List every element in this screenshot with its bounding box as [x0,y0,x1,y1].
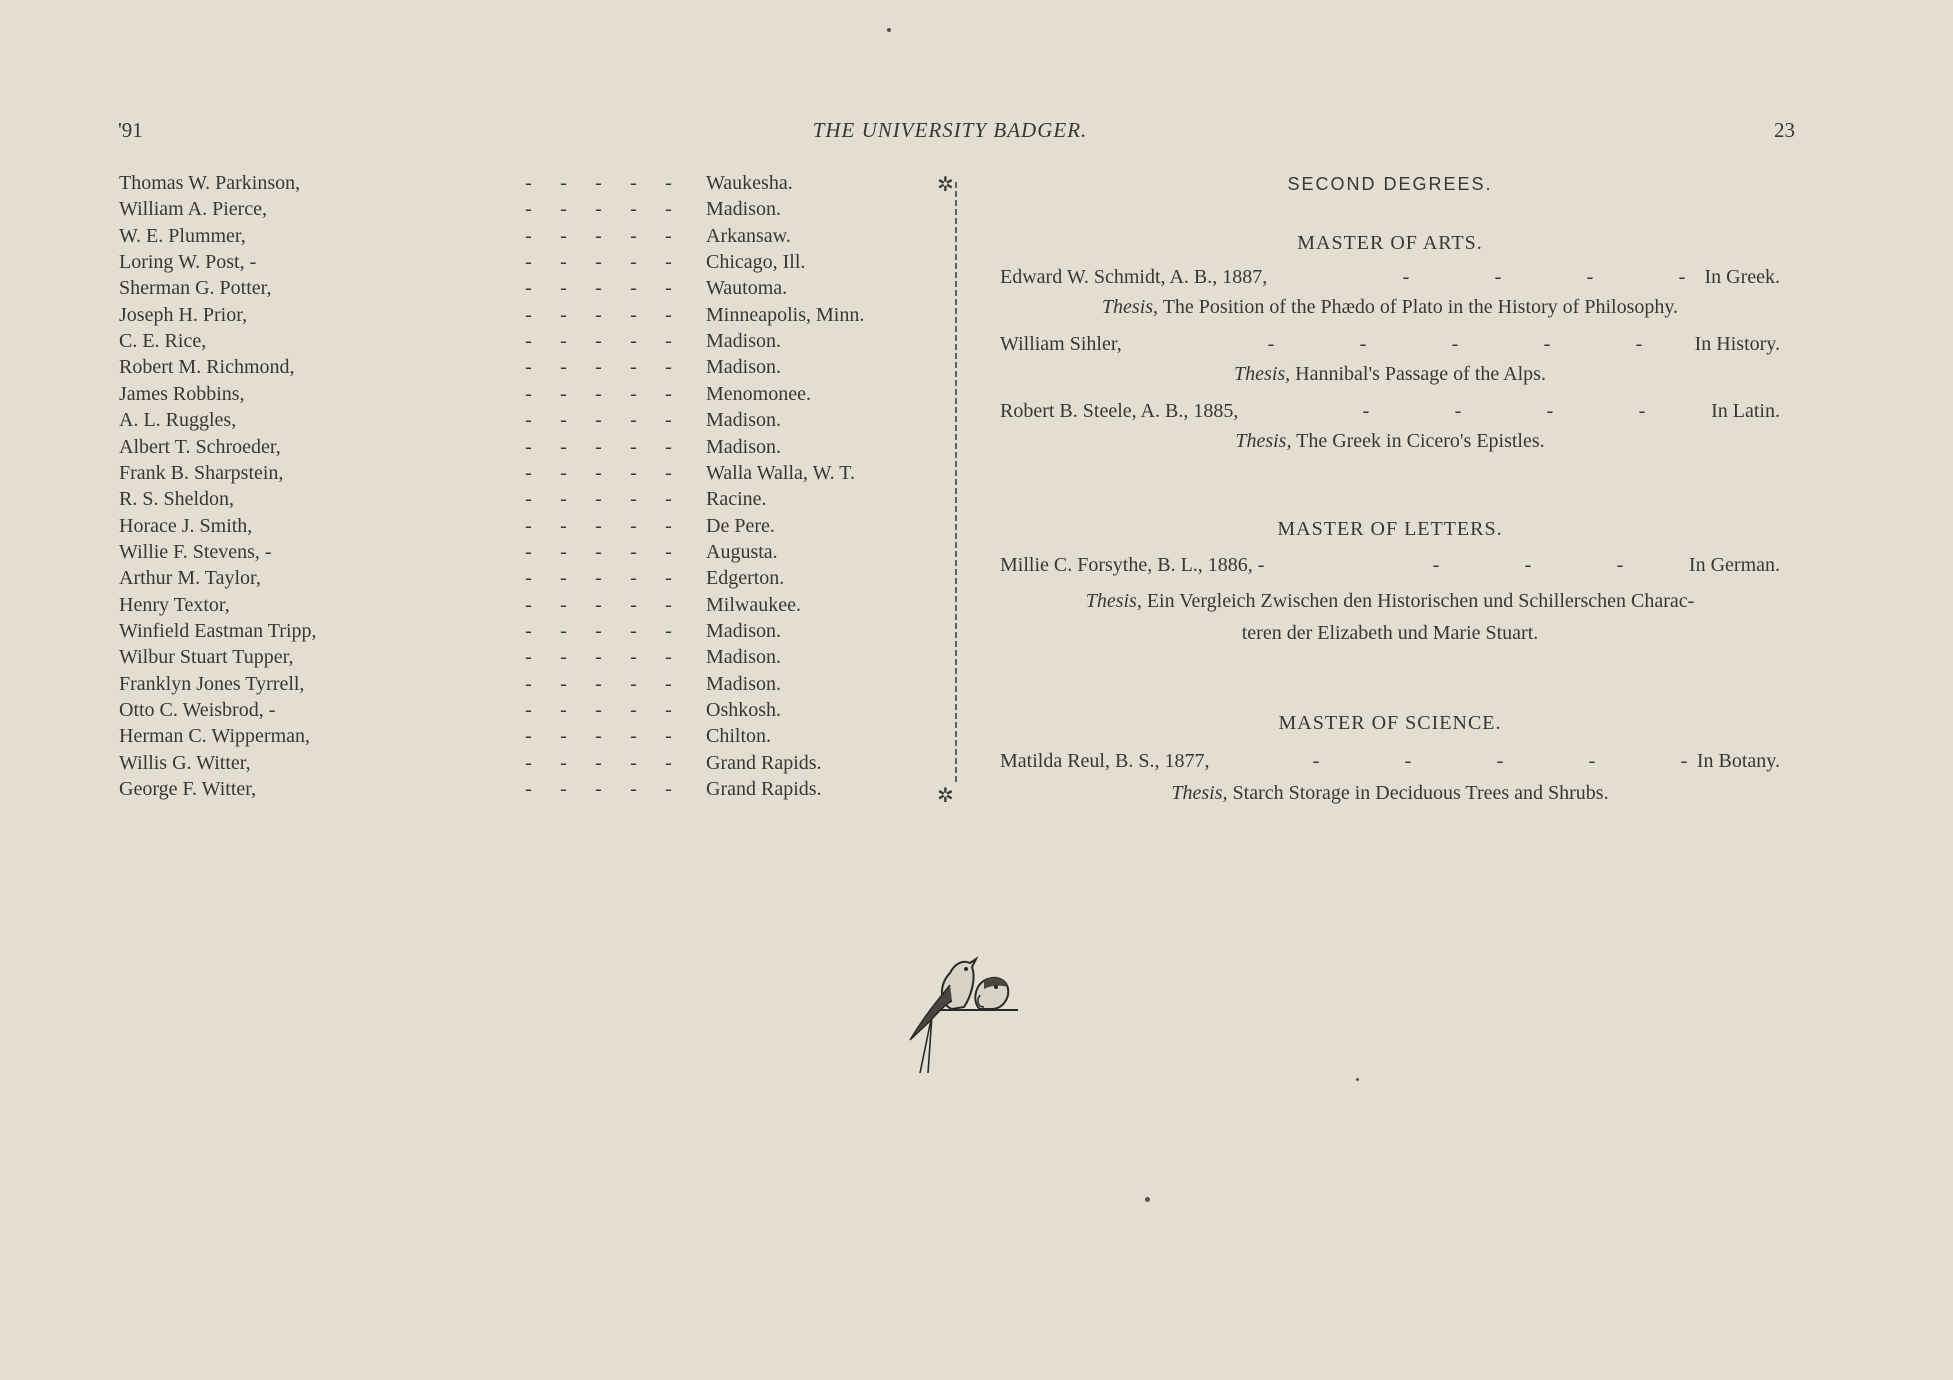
graduate-hometown: Madison. [706,673,781,695]
graduate-name: Willis G. Witter, [119,752,251,774]
graduate-name: Albert T. Schroeder, [119,436,281,458]
graduate-row [119,225,919,251]
thesis-title: The Position of the Phædo of Plato in the History of Philosophy. [1162,296,1679,318]
graduate-row [119,304,919,330]
graduate-name: Thomas W. Parkinson, [119,172,301,194]
graduate-row [119,752,919,778]
graduate-hometown: Augusta. [706,541,778,563]
degree-entry [1000,333,1780,361]
thesis-line [1000,590,1780,613]
graduate-name: Sherman G. Potter, [119,277,272,299]
leader-dashes: - - - - - [525,646,672,668]
leader-dashes: - - - - - [525,725,672,747]
graduate-hometown: Wautoma. [706,277,788,299]
graduate-row [119,330,919,356]
graduate-name: Franklyn Jones Tyrrell, [119,673,305,695]
graduate-row [119,778,919,804]
graduate-hometown: Milwaukee. [706,594,801,616]
graduate-hometown: Walla Walla, W. T. [706,462,855,484]
graduate-hometown: Oshkosh. [706,699,782,721]
leader-dashes: - - - - - [525,488,672,510]
graduate-hometown: Arkansaw. [706,225,791,247]
graduate-row [119,462,919,488]
graduate-hometown: Waukesha. [706,172,793,194]
thesis-label: Thesis, [1234,363,1291,385]
graduate-hometown: Madison. [706,620,781,642]
leader-dashes: - - - - - [525,515,672,537]
graduate-row [119,646,919,672]
graduate-name: Henry Textor, [119,594,230,616]
degree-holder: Robert B. Steele, A. B., 1885, [1000,400,1239,422]
graduate-hometown: Menomonee. [706,383,811,405]
graduate-row [119,277,919,303]
running-title: THE UNIVERSITY BADGER. [812,118,1088,142]
graduate-row [119,198,919,224]
leader-dashes: - - - - [1402,266,1686,288]
paper-speck [887,28,891,32]
graduate-name: George F. Witter, [119,778,257,800]
leader-dashes: - - - - - [525,356,672,378]
graduate-hometown: Madison. [706,436,781,458]
graduate-hometown: Madison. [706,409,781,431]
degree-field: In Botany. [1696,750,1780,772]
graduate-name: Winfield Eastman Tripp, [119,620,317,642]
leader-dashes: - - - - - [525,409,672,431]
graduate-hometown: Madison. [706,356,781,378]
graduate-hometown: Chicago, Ill. [706,251,806,273]
master-of-arts-title: MASTER OF ARTS. [1297,232,1483,254]
bottom-ornament-icon: ✲ [937,785,954,807]
graduate-row [119,172,919,198]
graduate-name: James Robbins, [119,383,245,405]
thesis-title: The Greek in Cicero's Epistles. [1296,430,1545,452]
header-year: '91 [118,118,143,142]
degree-entry [1000,750,1780,778]
leader-dashes: - - - - - [525,752,672,774]
graduate-row [119,515,919,541]
master-of-letters-title: MASTER OF LETTERS. [1277,518,1503,540]
leader-dashes: - - - - - [525,251,672,273]
thesis-line-continued: teren der Elizabeth und Marie Stuart. [1241,622,1539,644]
graduate-hometown: Chilton. [706,725,772,747]
thesis-line [1000,782,1780,805]
leader-dashes: - - - - - [525,198,672,220]
leader-dashes: - - - - - [525,436,672,458]
degree-entry [1000,554,1780,582]
thesis-title: Ein Vergleich Zwischen den Historischen und Schillerschen Charac- [1146,590,1695,612]
graduate-name: Frank B. Sharpstein, [119,462,284,484]
degree-field: In German. [1688,554,1780,576]
leader-dashes: - - - - [1362,400,1646,422]
section-title: SECOND DEGREES. [1287,174,1493,194]
thesis-title: Hannibal's Passage of the Alps. [1295,363,1546,385]
graduate-hometown: Racine. [706,488,767,510]
graduate-hometown: Madison. [706,330,781,352]
column-divider [950,182,962,784]
graduate-row [119,699,919,725]
thesis-line [1000,363,1780,386]
graduate-row [119,251,919,277]
graduate-name: Willie F. Stevens, - [119,541,272,563]
graduate-name: Robert M. Richmond, [119,356,295,378]
graduate-name: Loring W. Post, - [119,251,257,273]
degree-holder: Millie C. Forsythe, B. L., 1886, - [1000,554,1265,576]
graduate-name: R. S. Sheldon, [119,488,235,510]
graduate-row [119,436,919,462]
top-ornament-icon: ✲ [937,174,954,196]
graduate-hometown: Edgerton. [706,567,785,589]
graduate-name: A. L. Ruggles, [119,409,237,431]
leader-dashes: - - - - - [525,594,672,616]
graduate-hometown: Grand Rapids. [706,752,822,774]
thesis-title: Starch Storage in Deciduous Trees and Shrubs. [1232,782,1609,804]
degree-holder: William Sihler, [1000,333,1122,355]
paper-speck [1356,1078,1359,1081]
graduate-row [119,409,919,435]
thesis-label: Thesis, [1085,590,1142,612]
graduate-name: Joseph H. Prior, [119,304,248,326]
degree-field: In Greek. [1704,266,1780,288]
page-number: 23 [1774,118,1795,142]
graduate-row [119,673,919,699]
graduate-row [119,725,919,751]
thesis-label: Thesis, [1171,782,1228,804]
leader-dashes: - - - - - [525,172,672,194]
leader-dashes: - - - - - [525,304,672,326]
degree-holder: Edward W. Schmidt, A. B., 1887, [1000,266,1268,288]
degree-holder: Matilda Reul, B. S., 1877, [1000,750,1210,772]
degree-entry [1000,400,1780,428]
paper-speck [1145,1197,1150,1202]
graduate-row [119,488,919,514]
degree-entry [1000,266,1780,294]
graduate-name: Arthur M. Taylor, [119,567,261,589]
graduate-hometown: Madison. [706,646,781,668]
leader-dashes: - - - - - [525,330,672,352]
graduate-row [119,594,919,620]
graduate-row [119,620,919,646]
graduate-name: W. E. Plummer, [119,225,246,247]
graduate-name: William A. Pierce, [119,198,268,220]
leader-dashes: - - - [1432,554,1624,576]
master-of-science-title: MASTER OF SCIENCE. [1278,712,1502,734]
leader-dashes: - - - - - [525,277,672,299]
thesis-line [1000,430,1780,453]
leader-dashes: - - - - - [525,778,672,800]
graduate-hometown: Grand Rapids. [706,778,822,800]
degree-field: In History. [1694,333,1780,355]
birds-illustration-icon [880,945,1020,1075]
graduate-name: C. E. Rice, [119,330,207,352]
leader-dashes: - - - - - [525,567,672,589]
leader-dashes: - - - - - [1267,333,1643,355]
leader-dashes: - - - - - [525,673,672,695]
graduate-row [119,383,919,409]
leader-dashes: - - - - - [525,620,672,642]
leader-dashes: - - - - - [525,225,672,247]
thesis-line [1000,296,1780,319]
thesis-label: Thesis, [1235,430,1292,452]
graduate-row [119,356,919,382]
graduate-name: Wilbur Stuart Tupper, [119,646,294,668]
graduate-name: Horace J. Smith, [119,515,253,537]
graduate-hometown: Madison. [706,198,781,220]
thesis-label: Thesis, [1101,296,1159,318]
graduate-hometown: Minneapolis, Minn. [706,304,865,326]
leader-dashes: - - - - - [1312,750,1688,772]
degree-field: In Latin. [1711,400,1780,422]
leader-dashes: - - - - - [525,699,672,721]
leader-dashes: - - - - - [525,383,672,405]
graduate-row [119,541,919,567]
graduate-hometown: De Pere. [706,515,775,537]
leader-dashes: - - - - - [525,462,672,484]
leader-dashes: - - - - - [525,541,672,563]
graduate-name: Herman C. Wipperman, [119,725,310,747]
graduate-row [119,567,919,593]
graduate-name: Otto C. Weisbrod, - [119,699,276,721]
